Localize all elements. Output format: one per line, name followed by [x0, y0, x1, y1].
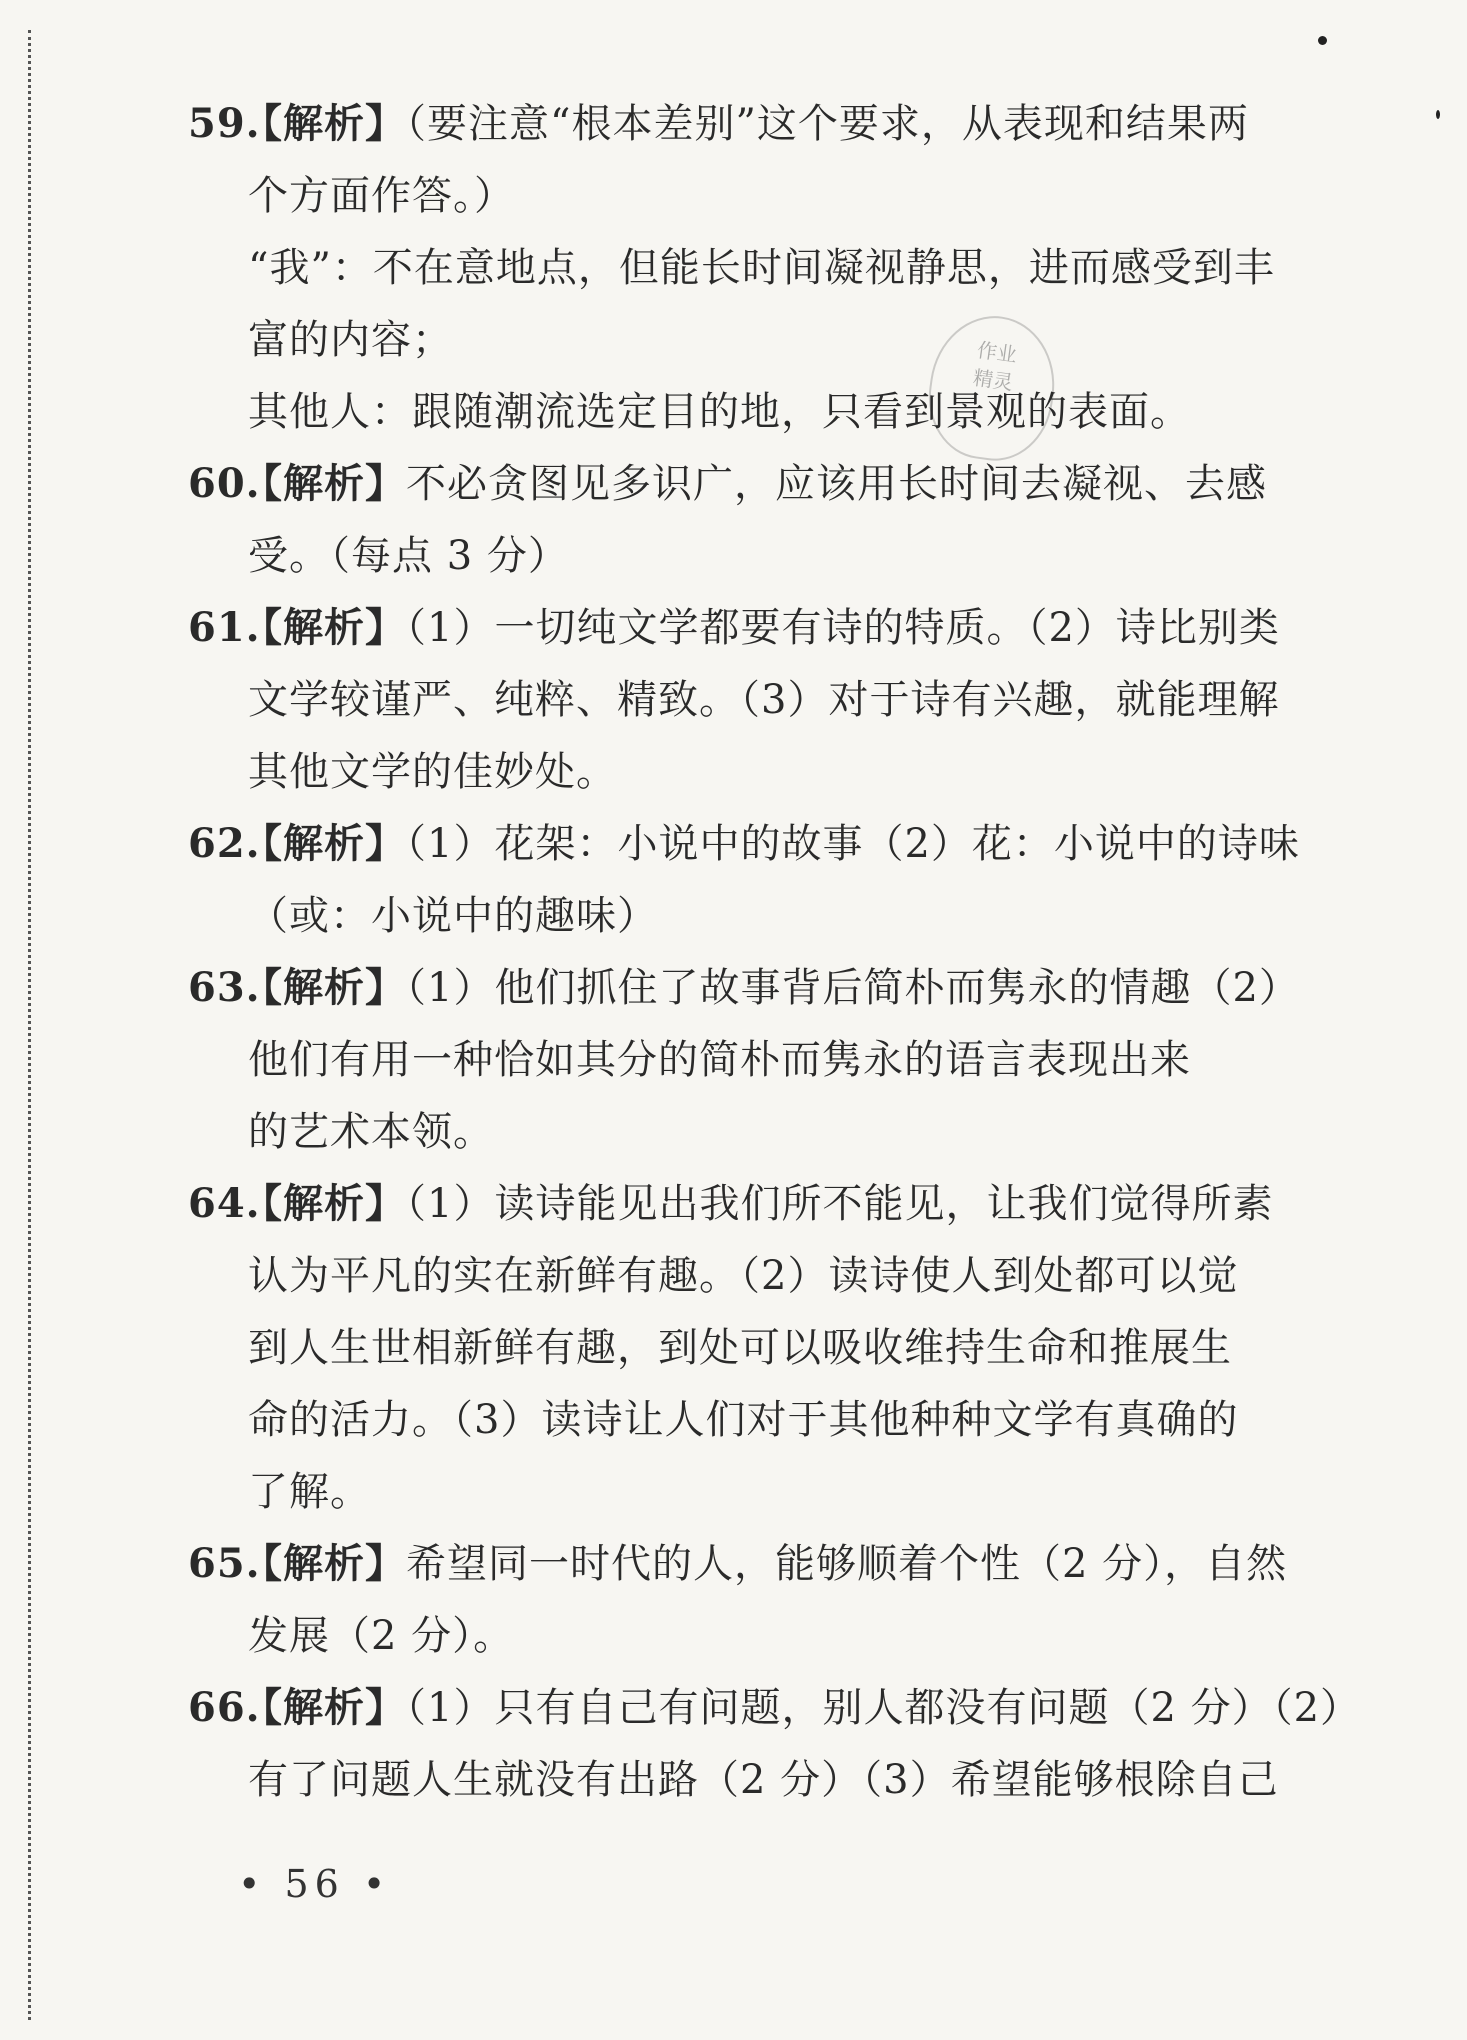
- analysis-tag: 【解析】: [242, 820, 406, 867]
- answer-text: 文学较谨严、纯粹、精致。（3）对于诗有兴趣，就能理解: [248, 677, 1280, 723]
- answer-text: 不必贪图见多识广，应该用长时间去凝视、去感: [406, 461, 1267, 507]
- question-number: 61.: [188, 604, 261, 651]
- question-number: 62.: [188, 820, 261, 867]
- answer-line: [0, 232, 1467, 304]
- answer-line: [0, 664, 1467, 736]
- analysis-tag: 【解析】: [242, 964, 406, 1011]
- stamp-line: 精灵: [971, 365, 1015, 395]
- answer-first-line: [0, 952, 1467, 1024]
- answer-first-line: [0, 88, 1467, 160]
- answer-line: [0, 520, 1467, 592]
- answer-item: [0, 448, 1467, 592]
- page-number: • 56 •: [238, 1862, 392, 1906]
- question-number: 63.: [188, 964, 261, 1011]
- question-number: 65.: [188, 1540, 261, 1587]
- answer-text: 受。（每点 3 分）: [248, 533, 569, 579]
- answer-item: [0, 808, 1467, 952]
- answer-text: 希望同一时代的人，能够顺着个性（2 分），自然: [406, 1541, 1288, 1587]
- answer-line: [0, 160, 1467, 232]
- answer-line: [0, 1240, 1467, 1312]
- answer-text: （要注意“根本差别”这个要求，从表现和结果两: [406, 101, 1249, 147]
- answer-first-line: [0, 808, 1467, 880]
- answer-text: 命的活力。（3）读诗让人们对于其他种种文学有真确的: [248, 1397, 1239, 1443]
- answer-text: （1）花架：小说中的故事（2）花：小说中的诗味: [406, 821, 1300, 867]
- answer-first-line: [0, 448, 1467, 520]
- answer-text: 他们有用一种恰如其分的简朴而隽永的语言表现出来: [248, 1037, 1191, 1083]
- answer-text: 的艺术本领。: [248, 1109, 494, 1155]
- answer-item: [0, 952, 1467, 1168]
- answer-line: [0, 376, 1467, 448]
- stamp-line: 作业: [975, 337, 1019, 368]
- answer-text: （1）他们抓住了故事背后简朴而隽永的情趣（2）: [406, 965, 1300, 1011]
- answer-text: 发展（2 分）。: [248, 1613, 515, 1659]
- analysis-tag: 【解析】: [242, 604, 406, 651]
- answer-text: （1）读诗能见出我们所不能见，让我们觉得所素: [406, 1181, 1274, 1227]
- answer-text: “我”：不在意地点，但能长时间凝视静思，进而感受到丰: [248, 245, 1275, 291]
- analysis-tag: 【解析】: [242, 1540, 406, 1587]
- answer-text: 其他文学的佳妙处。: [248, 749, 617, 795]
- answer-text: 了解。: [248, 1469, 371, 1515]
- analysis-tag: 【解析】: [242, 100, 406, 147]
- answer-item: [0, 1672, 1467, 1816]
- answer-text: 其他人：跟随潮流选定目的地，只看到景观的表面。: [248, 389, 1191, 435]
- question-number: 66.: [188, 1684, 261, 1731]
- answer-list: [0, 88, 1467, 1816]
- answer-line: [0, 304, 1467, 376]
- answer-text: 富的内容；: [248, 317, 453, 363]
- answer-line: [0, 1024, 1467, 1096]
- answer-line: [0, 736, 1467, 808]
- answer-item: [0, 592, 1467, 808]
- answer-first-line: [0, 1528, 1467, 1600]
- answer-line: [0, 1600, 1467, 1672]
- answer-text: （1）只有自己有问题，别人都没有问题（2 分）（2）: [406, 1685, 1362, 1731]
- answer-first-line: [0, 1672, 1467, 1744]
- answer-text: 到人生世相新鲜有趣，到处可以吸收维持生命和推展生: [248, 1325, 1232, 1371]
- answer-line: [0, 1744, 1467, 1816]
- answer-text: （1）一切纯文学都要有诗的特质。（2）诗比别类: [406, 605, 1280, 651]
- answer-line: [0, 1456, 1467, 1528]
- answer-line: [0, 1312, 1467, 1384]
- answer-first-line: [0, 1168, 1467, 1240]
- answer-text: 个方面作答。）: [248, 173, 515, 219]
- question-number: 64.: [188, 1180, 261, 1227]
- answer-line: [0, 1096, 1467, 1168]
- answer-line: [0, 1384, 1467, 1456]
- scan-speck: [1318, 36, 1327, 45]
- answer-text: 认为平凡的实在新鲜有趣。（2）读诗使人到处都可以觉: [248, 1253, 1239, 1299]
- answer-item: [0, 1528, 1467, 1672]
- analysis-tag: 【解析】: [242, 1684, 406, 1731]
- answer-first-line: [0, 592, 1467, 664]
- answer-text: （或：小说中的趣味）: [248, 893, 658, 939]
- analysis-tag: 【解析】: [242, 460, 406, 507]
- answer-line: [0, 880, 1467, 952]
- answer-item: [0, 88, 1467, 448]
- question-number: 60.: [188, 460, 261, 507]
- question-number: 59.: [188, 100, 261, 147]
- answer-item: [0, 1168, 1467, 1528]
- analysis-tag: 【解析】: [242, 1180, 406, 1227]
- answer-text: 有了问题人生就没有出路（2 分）（3）希望能够根除自己: [248, 1757, 1279, 1803]
